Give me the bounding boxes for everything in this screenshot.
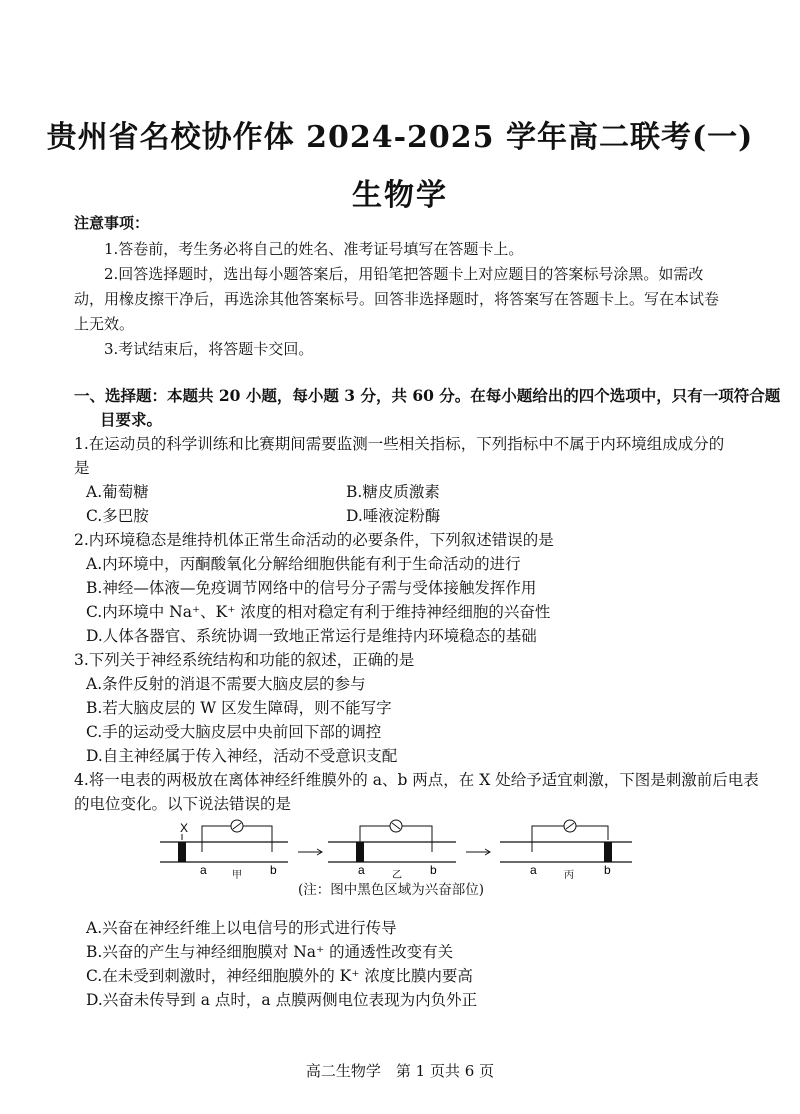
q4-option-c: C.在未受到刺激时，神经细胞膜外的 K⁺ 浓度比膜内要高 [86,967,473,985]
q1-option-a: A.葡萄糖 [86,483,149,501]
q4-option-d: D.兴奋未传导到 a 点时，a 点膜两侧电位表现为内负外正 [86,991,478,1009]
notice-item-3: 3.考试结束后，将答题卡交回。 [104,340,314,358]
notice-heading: 注意事项： [74,214,150,232]
notice-item-1: 1.答卷前，考生务必将自己的姓名、准考证号填写在答题卡上。 [104,240,524,258]
q2-option-c: C.内环境中 Na⁺、K⁺ 浓度的相对稳定有利于维持神经细胞的兴奋性 [86,603,551,621]
exam-title: 贵州省名校协作体 2024-2025 学年高二联考(一) [46,120,754,155]
section-heading-cont: 目要求。 [100,410,163,429]
section-heading: 一、选择题：本题共 20 小题，每小题 3 分，共 60 分。在每小题给出的四个选项中，只有一项符合题 [74,386,781,405]
stimulus-label-x: X [180,821,189,835]
q3-option-d: D.自主神经属于传入神经，活动不受意识支配 [86,747,398,765]
q4-option-b: B.兴奋的产生与神经细胞膜对 Na⁺ 的通透性改变有关 [86,943,454,961]
point-a-label: a [358,863,365,877]
notice-item-2-cont: 动，用橡皮擦干净后，再选涂其他答案标号。回答非选择题时，将答案写在答题卡上。写在本试卷 [74,290,720,308]
diagram-panel-3 [500,820,632,881]
q4-stem: 4.将一电表的两极放在离体神经纤维膜外的 a、b 两点，在 X 处给予适宜刺激，下图是刺激前后电表 [74,771,759,789]
diagram-panel-2 [328,820,456,881]
q2-option-b: B.神经—体液—免疫调节网络中的信号分子需与受体接触发挥作用 [86,579,537,597]
point-a-label: a [530,863,537,877]
point-b-label: b [604,863,611,877]
page-footer: 高二生物学 第 1 页共 6 页 [305,1062,495,1080]
excited-region [604,842,612,862]
point-a-label: a [200,863,207,877]
q1-option-d: D.唾液淀粉酶 [346,507,441,525]
notice-item-2-end: 上无效。 [74,315,135,333]
subject-title: 生物学 [352,178,448,213]
q3-stem: 3.下列关于神经系统结构和功能的叙述，正确的是 [74,651,415,669]
q3-option-a: A.条件反射的消退不需要大脑皮层的参与 [86,675,366,693]
stage-label-3: 丙 [564,870,574,881]
stage-label-2: 乙 [392,870,402,881]
q3-option-c: C.手的运动受大脑皮层中央前回下部的调控 [86,723,382,741]
q1-option-b: B.糖皮质激素 [346,483,440,501]
diagram-panel-1 [160,820,288,881]
q2-option-d: D.人体各器官、系统协调一致地正常运行是维持内环境稳态的基础 [86,627,537,645]
q4-option-a: A.兴奋在神经纤维上以电信号的形式进行传导 [86,919,397,937]
excited-region [178,842,186,862]
q1-option-c: C.多巴胺 [86,507,149,525]
q3-option-b: B.若大脑皮层的 W 区发生障碍，则不能写字 [86,699,392,717]
q4-stem-cont: 的电位变化。以下说法错误的是 [74,795,292,813]
point-b-label: b [430,863,437,877]
q2-stem: 2.内环境稳态是维持机体正常生命活动的必要条件，下列叙述错误的是 [74,531,554,549]
stage-label-1: 甲 [232,870,242,881]
q1-stem: 1.在运动员的科学训练和比赛期间需要监测一些相关指标，下列指标中不属于内环境组成成分的 [74,435,725,453]
diagram-caption: (注：图中黑色区域为兴奋部位) [298,882,485,898]
notice-item-2: 2.回答选择题时，选出每小题答案后，用铅笔把答题卡上对应题目的答案标号涂黑。如需改 [104,265,704,283]
point-b-label: b [270,863,277,877]
q1-stem-cont: 是 [74,459,90,477]
q2-option-a: A.内环境中，丙酮酸氧化分解给细胞供能有利于生命活动的进行 [86,555,521,573]
